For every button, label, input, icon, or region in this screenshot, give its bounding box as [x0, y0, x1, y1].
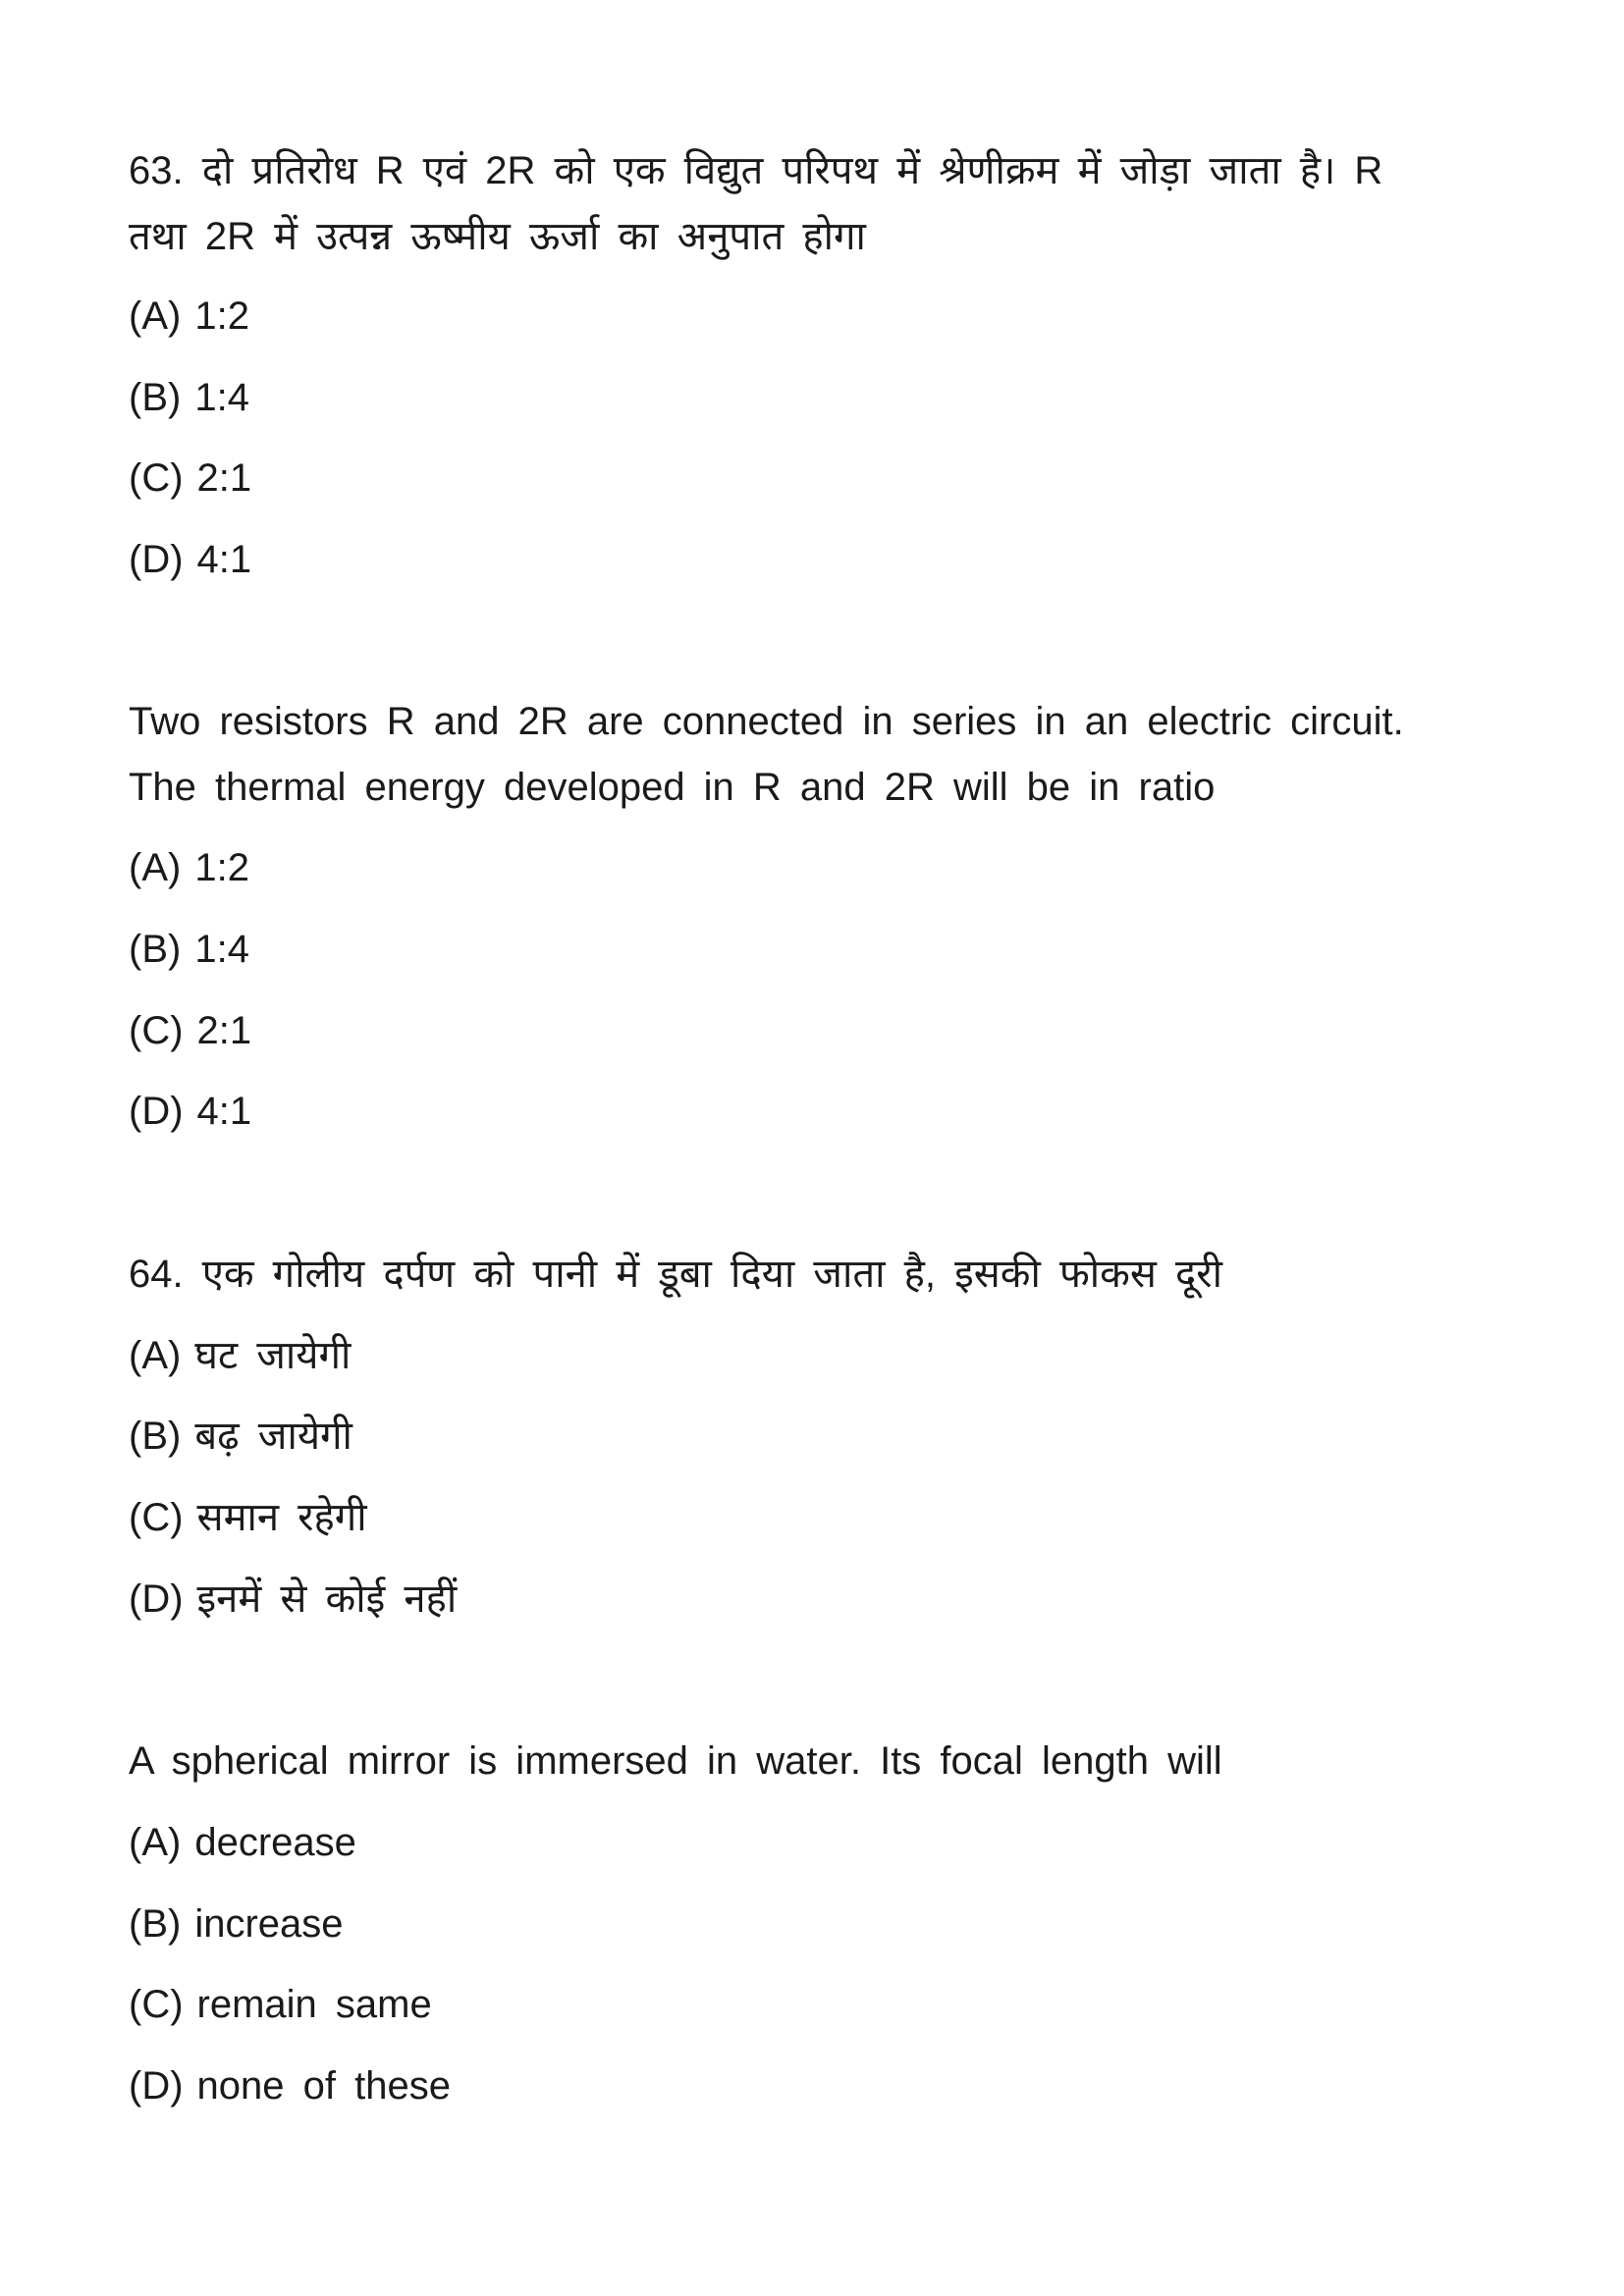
q63-hindi-option-a [129, 292, 249, 341]
q64-english-option-c [129, 1980, 432, 2029]
q63-english-option-d [129, 1087, 251, 1136]
q64-hindi-option-c [129, 1493, 367, 1542]
option-text: घट जायेगी [194, 1334, 352, 1377]
option-text: increase [194, 1902, 344, 1946]
option-label: (B) [129, 1902, 182, 1946]
q64-hindi-option-d [129, 1575, 457, 1624]
q63-english-option-c [129, 1006, 251, 1055]
option-label: (A) [129, 294, 182, 338]
option-label: (A) [129, 846, 182, 889]
option-text: 1:2 [194, 294, 249, 338]
q63-english-stem-line-1: Two resistors R and 2R are connected in series in an electric circuit. [129, 700, 1404, 743]
option-label: (D) [129, 1577, 184, 1621]
q63-hindi-option-d [129, 535, 251, 584]
q64-english-option-b [129, 1899, 344, 1949]
q64-hindi-option-a [129, 1331, 351, 1380]
option-text: 1:4 [194, 928, 249, 971]
q63-hindi-stem-line-1: 63. दो प्रतिरोध R एवं 2R को एक विद्युत परिपथ में श्रेणीक्रम में जोड़ा जाता है। R [129, 149, 1383, 192]
option-label: (B) [129, 1415, 182, 1458]
option-text: remain same [196, 1983, 432, 2026]
q63-english-option-b [129, 925, 249, 974]
option-label: (B) [129, 928, 182, 971]
option-text: 4:1 [196, 1090, 252, 1133]
q63-hindi-stem-line-2: तथा 2R में उत्पन्न ऊष्मीय ऊर्जा का अनुपात होगा [129, 215, 866, 258]
option-label: (C) [129, 1983, 184, 2026]
option-text: बढ़ जायेगी [194, 1415, 352, 1458]
q64-hindi-option-b [129, 1412, 352, 1461]
option-text: 2:1 [196, 1009, 252, 1052]
q64-english-stem-line-1: A spherical mirror is immersed in water. Its focal length will [129, 1739, 1222, 1783]
q64-english-option-a [129, 1818, 356, 1867]
q63-english-stem-line-2: The thermal energy developed in R and 2R will be in ratio [129, 766, 1216, 809]
option-label: (A) [129, 1334, 182, 1377]
option-label: (D) [129, 538, 184, 581]
option-text: decrease [194, 1821, 356, 1864]
option-text: 1:2 [194, 846, 249, 889]
q64-hindi-stem-line-1: 64. एक गोलीय दर्पण को पानी में डूबा दिया जाता है, इसकी फोकस दूरी [129, 1253, 1222, 1296]
option-label: (A) [129, 1821, 182, 1864]
option-text: इनमें से कोई नहीं [196, 1577, 458, 1621]
option-label: (D) [129, 2064, 184, 2108]
option-text: 4:1 [196, 538, 252, 581]
option-text: 1:4 [194, 376, 249, 419]
q64-english-option-d [129, 2061, 451, 2110]
option-text: none of these [196, 2064, 451, 2108]
option-label: (D) [129, 1090, 184, 1133]
option-label: (C) [129, 1009, 184, 1052]
option-text: समान रहेगी [196, 1496, 367, 1539]
option-label: (C) [129, 1496, 184, 1539]
q63-hindi-option-b [129, 373, 249, 422]
option-label: (B) [129, 376, 182, 419]
option-text: 2:1 [196, 456, 252, 500]
option-label: (C) [129, 456, 184, 500]
q63-hindi-option-c [129, 454, 251, 503]
q63-english-option-a [129, 843, 249, 892]
